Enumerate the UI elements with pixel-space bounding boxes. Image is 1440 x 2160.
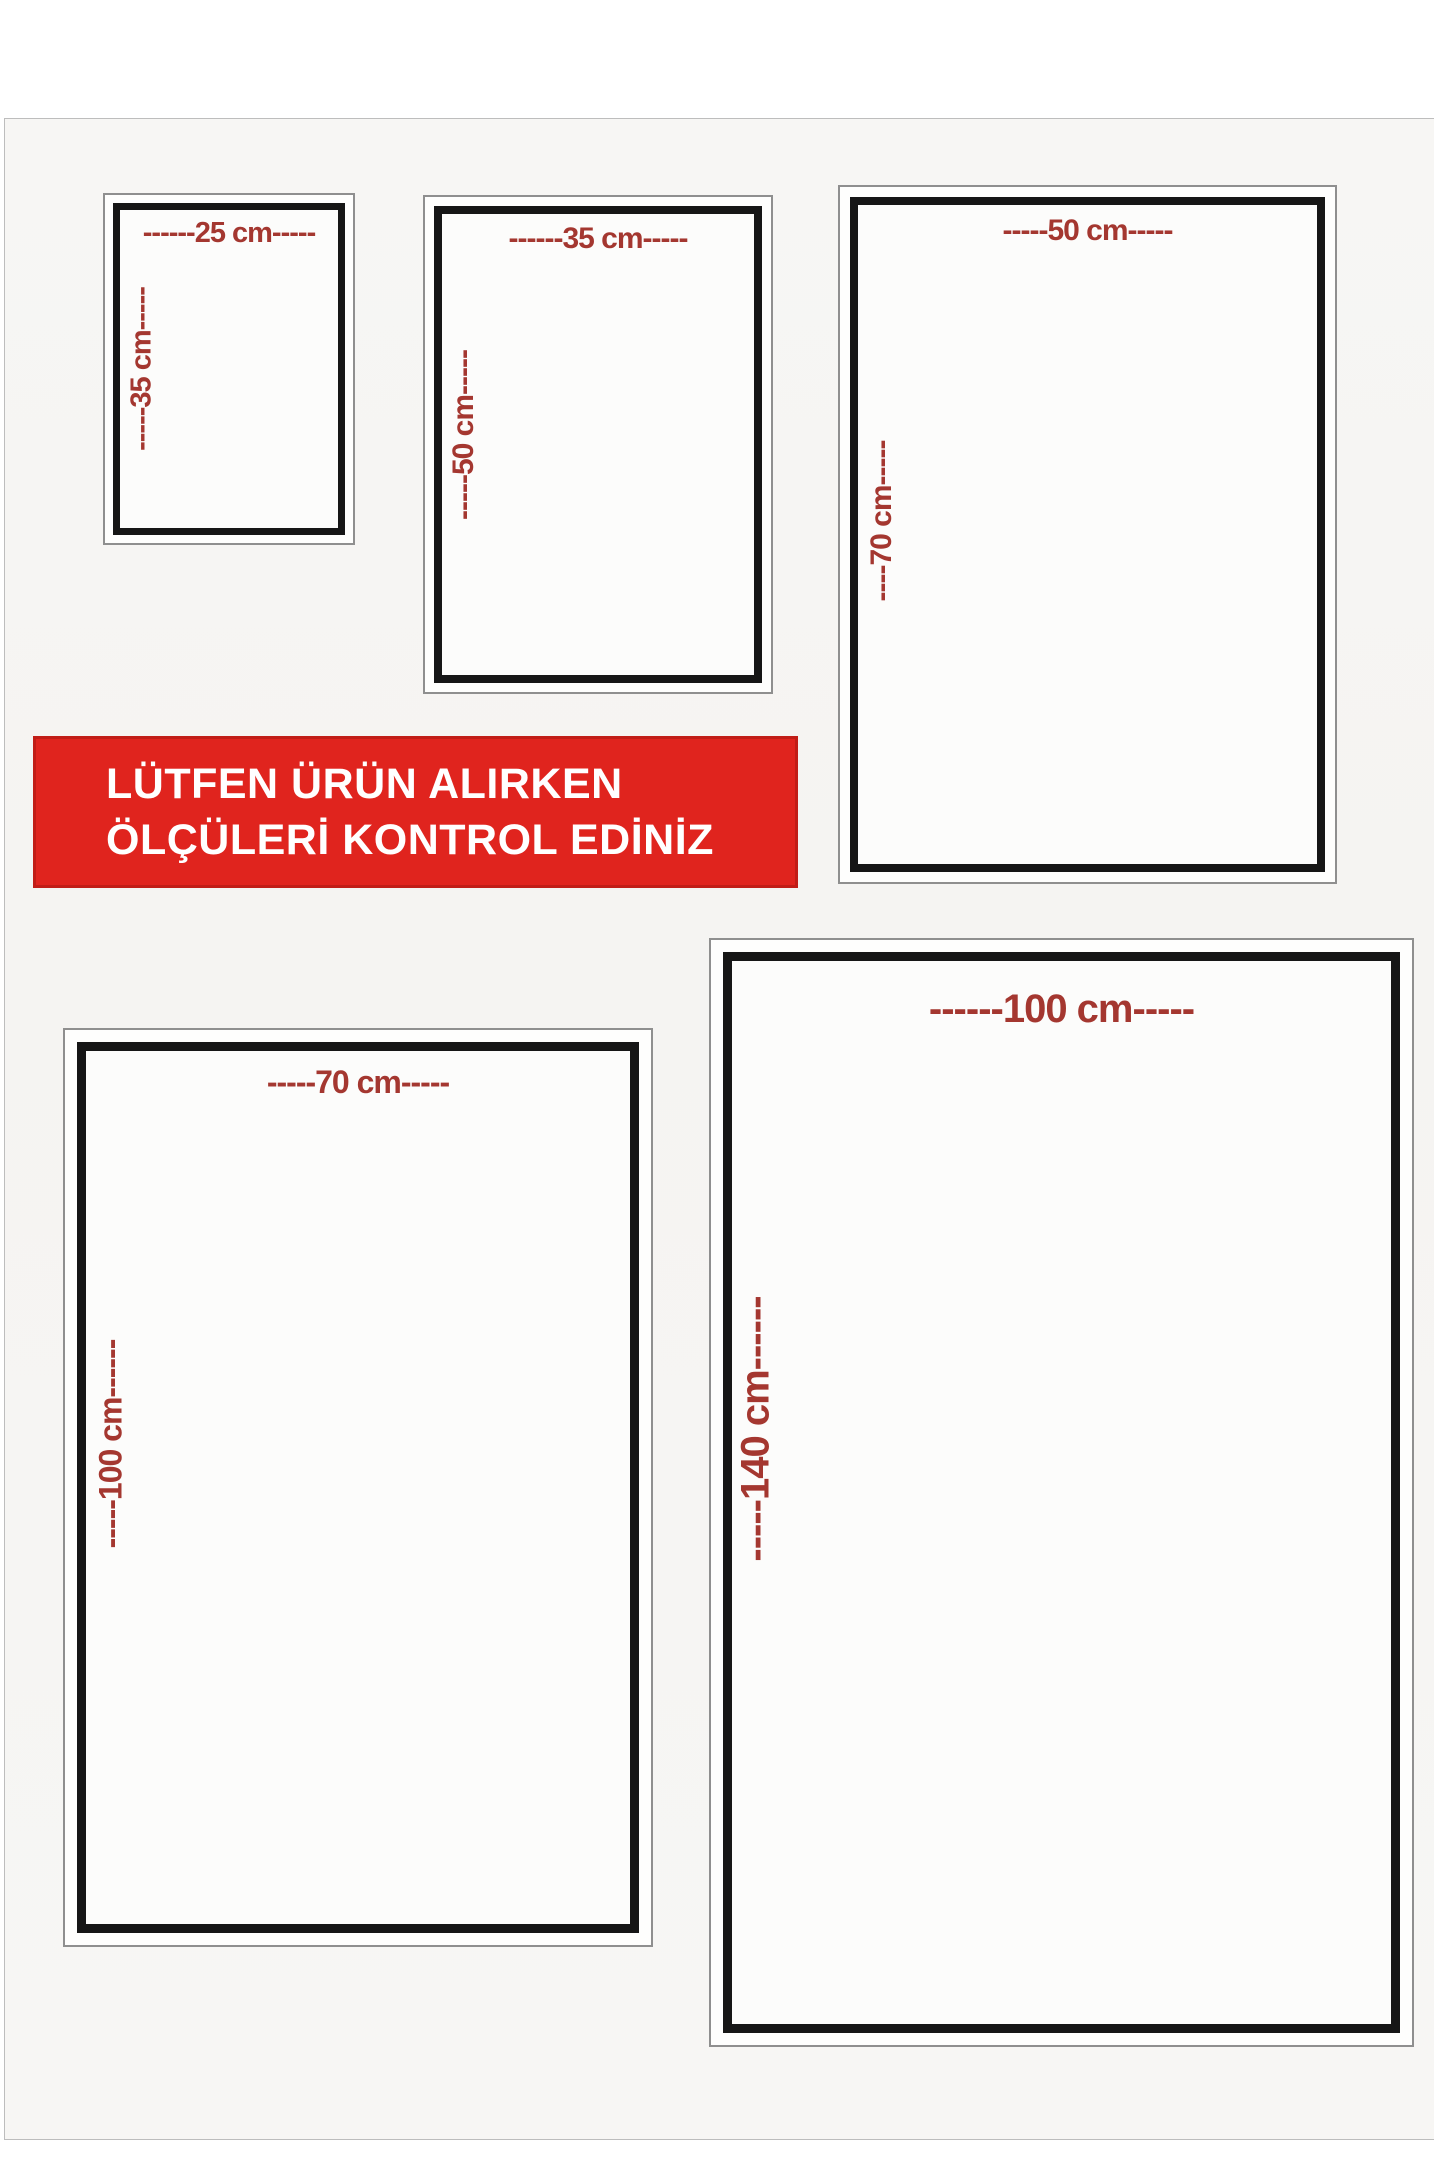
width-dimension-label: -----70 cm----- bbox=[266, 1064, 450, 1100]
width-dimension-label: ------35 cm----- bbox=[508, 222, 688, 255]
height-dimension-label: -----35 cm----- bbox=[125, 287, 158, 451]
size-box-70x100-frame bbox=[77, 1042, 639, 1933]
width-dimension-label: -----50 cm----- bbox=[1002, 214, 1173, 247]
size-box-100x140-frame bbox=[723, 952, 1400, 2033]
size-box-35x50-frame bbox=[434, 206, 762, 683]
height-dimension-label: ----70 cm----- bbox=[865, 440, 898, 602]
size-box-25x35 bbox=[103, 193, 355, 545]
width-dimension-label: ------100 cm----- bbox=[928, 987, 1195, 1031]
warning-banner-line2: ÖLÇÜLERİ KONTROL EDİNİZ bbox=[106, 816, 714, 864]
height-dimension-label: -----140 cm------ bbox=[733, 1296, 778, 1562]
size-box-70x100 bbox=[63, 1028, 653, 1947]
height-dimension-label: -----100 cm------ bbox=[92, 1339, 129, 1549]
size-box-50x70-frame bbox=[850, 197, 1325, 872]
size-box-50x70 bbox=[838, 185, 1337, 884]
width-dimension-label: ------25 cm----- bbox=[142, 217, 316, 249]
height-dimension-label: -----50 cm----- bbox=[447, 350, 480, 521]
size-box-100x140 bbox=[709, 938, 1414, 2047]
size-box-25x35-frame bbox=[113, 203, 345, 535]
size-box-35x50 bbox=[423, 195, 773, 694]
warning-banner-line1: LÜTFEN ÜRÜN ALIRKEN bbox=[106, 760, 623, 808]
warning-banner bbox=[33, 736, 798, 888]
